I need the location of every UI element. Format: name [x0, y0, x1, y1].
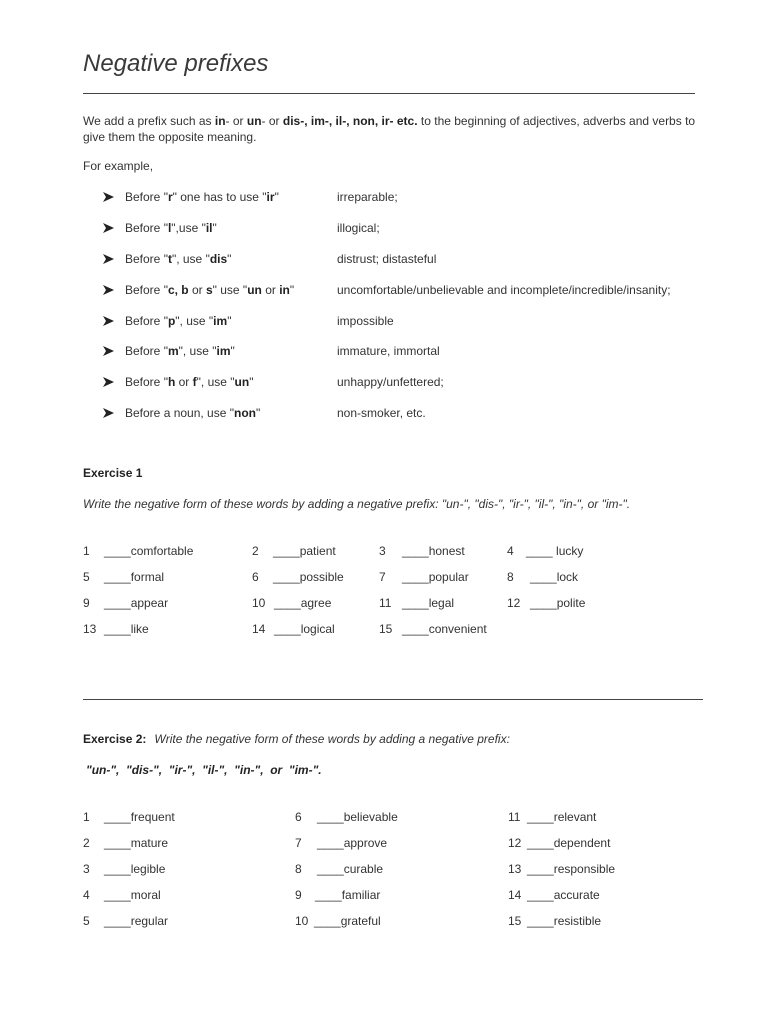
exercise-1-item: 2 ____patient — [252, 544, 336, 558]
rule-text: Before "p", use "im" — [125, 314, 232, 328]
exercise-2-item: 15 ____resistible — [508, 914, 602, 928]
arrow-bullet-icon — [103, 405, 117, 418]
exercise-2-instruction: Write the negative form of these words by adding a negative prefix: — [154, 732, 510, 746]
rule-text: Before "l",use "il" — [125, 221, 217, 235]
exercise-2-prefix-list: "un-", "dis-", "ir-", "il-", "in-", or "im-". — [86, 763, 322, 777]
arrow-bullet-icon — [103, 251, 117, 264]
arrow-bullet-icon — [103, 220, 117, 233]
rule-text: Before "r" one has to use "ir" — [125, 190, 279, 204]
rule-example: illogical; — [337, 221, 380, 235]
exercise-2-item: 7 ____approve — [295, 836, 388, 850]
exercise-1-item: 11 ____legal — [379, 596, 455, 610]
for-example-label: For example, — [83, 159, 154, 173]
exercise-1-item: 5 ____formal — [83, 570, 165, 584]
exercise-2-header — [83, 732, 510, 746]
exercise-2-item: 6 ____believable — [295, 810, 398, 824]
arrow-bullet-icon — [103, 374, 117, 387]
intro-paragraph: We add a prefix such as in- or un- or dis-, im-, il-, non, ir- etc. to the beginning of adjectives, adverbs and verbs to give them the opposite meaning. — [83, 114, 696, 144]
exercise-2-title: Exercise 2: — [83, 732, 147, 746]
exercise-2-item: 10 ____grateful — [295, 914, 381, 928]
rule-text: Before "h or f", use "un" — [125, 375, 254, 389]
exercise-1-item: 9 ____appear — [83, 596, 169, 610]
page-title: Negative prefixes — [83, 50, 269, 77]
rule-example: non-smoker, etc. — [337, 406, 426, 420]
exercise-2-item: 12 ____dependent — [508, 836, 611, 850]
arrow-bullet-icon — [103, 343, 117, 356]
exercise-1-item: 7 ____popular — [379, 570, 469, 584]
exercise-2-item: 1 ____frequent — [83, 810, 175, 824]
exercise-1-item: 10 ____agree — [252, 596, 332, 610]
exercise-1-item: 6 ____possible — [252, 570, 344, 584]
rule-example: irreparable; — [337, 190, 398, 204]
exercise-1-instruction: Write the negative form of these words by adding a negative prefix: "un-", "dis-", "ir-", "il-", "in-", or "im-". — [83, 497, 631, 511]
exercise-1-item: 13 ____like — [83, 622, 149, 636]
rule-text: Before "m", use "im" — [125, 344, 235, 358]
rule-example: immature, immortal — [337, 344, 440, 358]
exercise-1-title: Exercise 1 — [83, 466, 143, 480]
rule-example: distrust; distasteful — [337, 252, 437, 266]
exercise-2-item: 3 ____legible — [83, 862, 166, 876]
exercise-2-item: 5 ____regular — [83, 914, 169, 928]
exercise-2-item: 11 ____relevant — [508, 810, 597, 824]
rule-example: impossible — [337, 314, 394, 328]
exercise-2-item: 9 ____familiar — [295, 888, 381, 902]
exercise-1-item: 8 ____lock — [507, 570, 579, 584]
rule-text: Before "t", use "dis" — [125, 252, 232, 266]
exercise-1-item: 15 ____convenient — [379, 622, 487, 636]
exercise-1-item: 12 ____polite — [507, 596, 586, 610]
section-divider — [83, 699, 703, 700]
arrow-bullet-icon — [103, 282, 117, 295]
exercise-2-item: 13 ____responsible — [508, 862, 616, 876]
rule-text: Before a noun, use "non" — [125, 406, 261, 420]
exercise-2-item: 8 ____curable — [295, 862, 384, 876]
exercise-1-item: 3 ____honest — [379, 544, 465, 558]
title-underline — [83, 93, 695, 94]
exercise-2-item: 14 ____accurate — [508, 888, 600, 902]
rule-example: uncomfortable/unbelievable and incomplete/incredible/insanity; — [337, 283, 671, 297]
rule-text: Before "c, b or s" use "un or in" — [125, 283, 295, 297]
exercise-1-item: 4 ____ lucky — [507, 544, 584, 558]
exercise-1-item: 1 ____comfortable — [83, 544, 194, 558]
exercise-1-item: 14 ____logical — [252, 622, 335, 636]
arrow-bullet-icon — [103, 189, 117, 202]
rule-example: unhappy/unfettered; — [337, 375, 444, 389]
arrow-bullet-icon — [103, 313, 117, 326]
exercise-2-item: 2 ____mature — [83, 836, 169, 850]
exercise-2-item: 4 ____moral — [83, 888, 161, 902]
